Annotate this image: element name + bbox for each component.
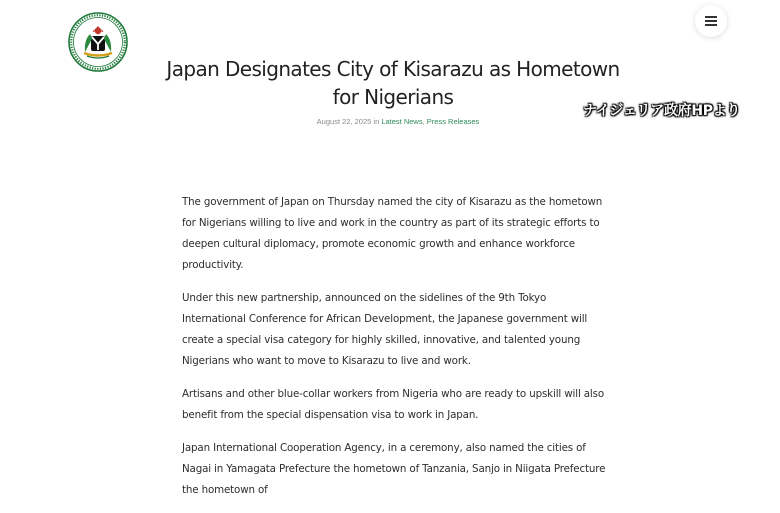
article-paragraph: Under this new partnership, announced on the sidelines of the 9th Tokyo International Conference for African Development, the Japanese government will create a special visa category for highly skilled, innovative, and talented young Nigerians who want to move to Kisarazu to live and work.	[182, 292, 588, 367]
publish-date: August 22, 2025	[316, 117, 372, 126]
article-paragraph: Japan International Cooperation Agency, in a ceremony, also named the cities of Nagai in Yamagata Prefecture the hometown of Tanzania, Sanjo in Niigata Prefecture the hometown of	[182, 442, 606, 496]
article-body	[182, 192, 612, 513]
category-link-press-releases[interactable]: Press Releases	[426, 117, 480, 126]
article-title: Japan Designates City of Kisarazu as Hometown for Nigerians	[166, 57, 620, 109]
meta-in-text: in	[371, 117, 382, 126]
source-caption-overlay: ナイジェリア政府HPより	[583, 103, 741, 119]
site-logo[interactable]	[68, 12, 128, 72]
article-meta	[240, 116, 556, 128]
menu-button[interactable]	[695, 5, 727, 37]
article-paragraph: Artisans and other blue-collar workers from Nigeria who are ready to upskill will also benefit from the special dispensation visa to work in Japan.	[182, 388, 605, 421]
coat-of-arms-icon	[68, 12, 128, 72]
meta-separator: ,	[422, 117, 427, 126]
article-paragraph: The government of Japan on Thursday named the city of Kisarazu as the hometown for Nigerians willing to live and work in the country as part of its strategic efforts to deepen cultural diplomacy, promote economic growth and enhance workforce productivity.	[182, 196, 603, 271]
category-link-latest-news[interactable]: Latest News	[381, 117, 423, 126]
hamburger-menu-icon	[705, 16, 717, 26]
